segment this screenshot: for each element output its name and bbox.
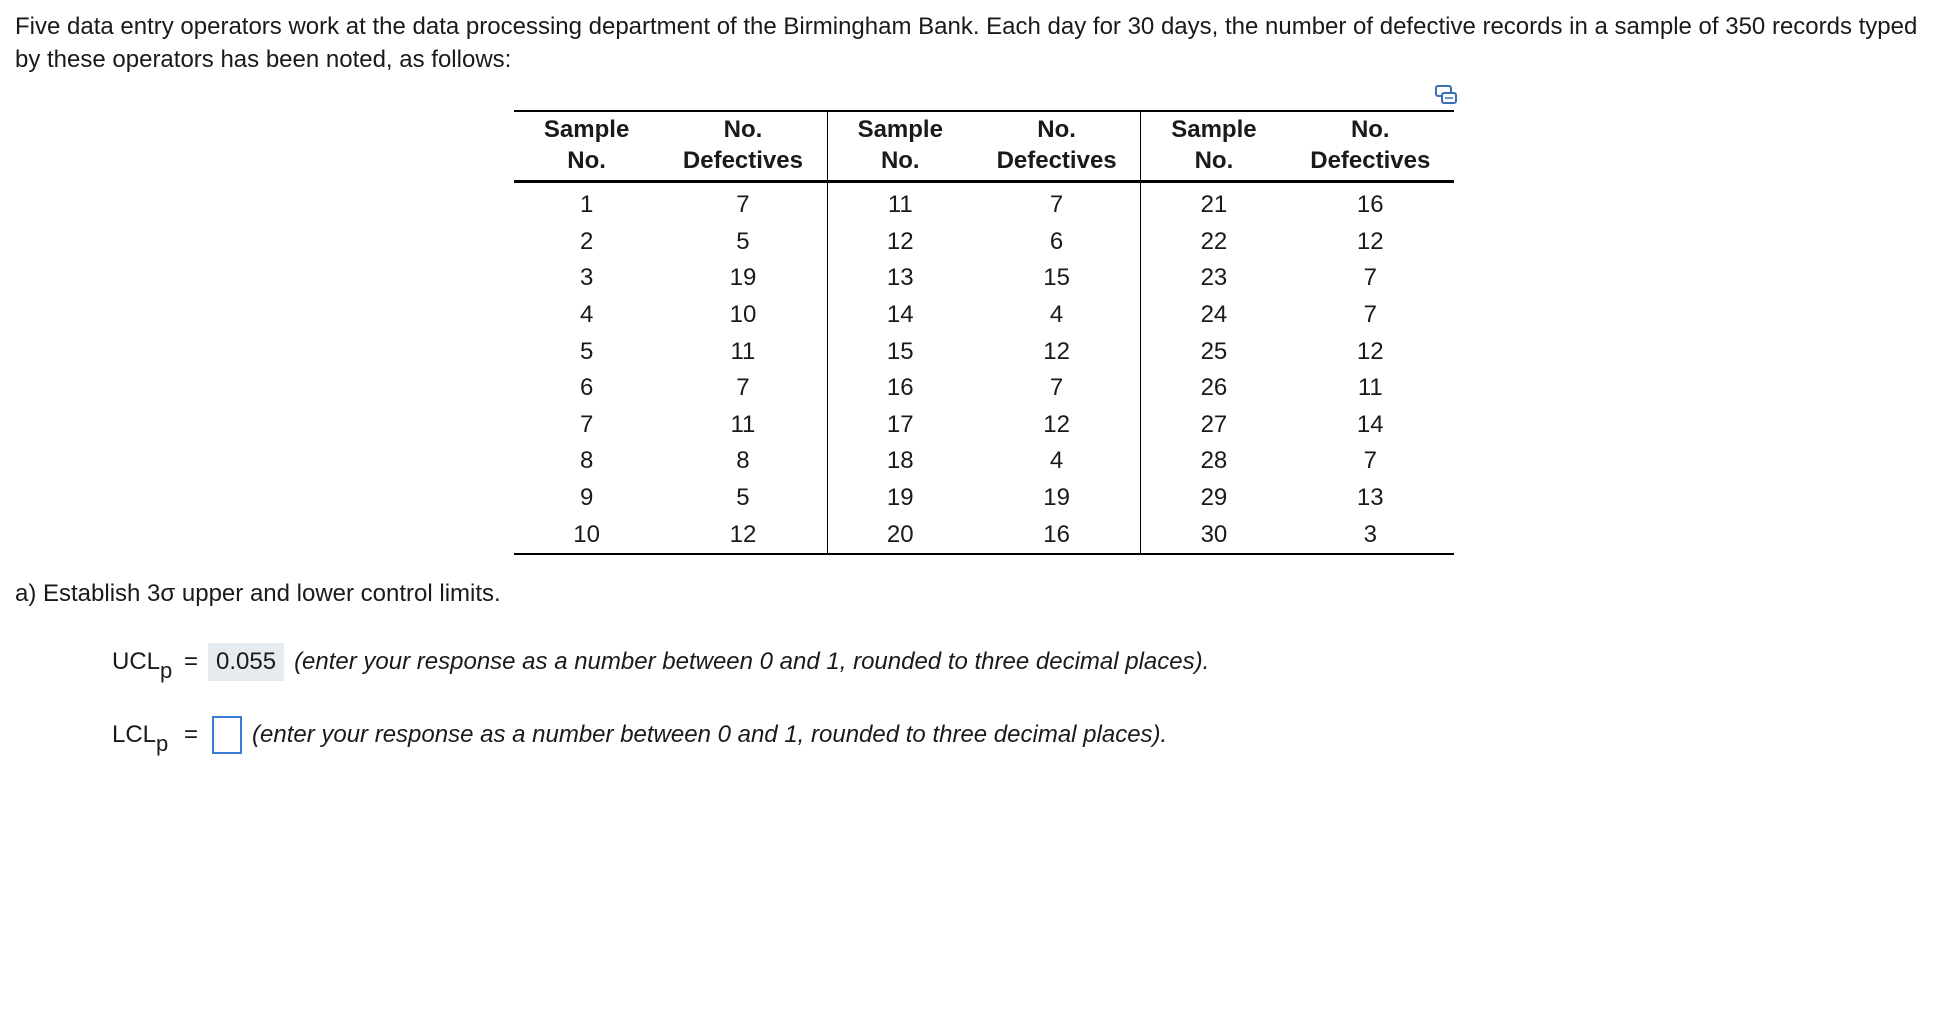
table-cell: 22 (1141, 224, 1287, 261)
table-cell: 7 (1363, 301, 1377, 329)
table-cell: 14 (1356, 410, 1384, 438)
lcl-answer-row (112, 713, 1167, 757)
table-cell: 13 (1356, 484, 1384, 512)
ucl-equals-sign: = (184, 648, 199, 675)
table-cell: 12 (1043, 337, 1070, 365)
table-cell: 18 (827, 443, 973, 480)
table-cell: 24 (1141, 297, 1287, 334)
question-a: a) Establish 3σ upper and lower control limits. (15, 580, 501, 607)
table-cell: 5 (736, 484, 750, 512)
table-cell: 6 (579, 374, 594, 402)
table-cell: 10 (573, 520, 600, 548)
table-cell: 7 (579, 410, 594, 438)
table-cell: 3 (1363, 520, 1377, 548)
header-sample-no: Sample No. (1141, 111, 1287, 182)
header-no-defectives: No. Defectives (996, 116, 1117, 174)
table-cell: 3 (579, 264, 594, 292)
table-row (514, 260, 1454, 297)
table-cell: 26 (1141, 370, 1287, 407)
table-row (514, 370, 1454, 407)
table-cell: 7 (1049, 374, 1064, 402)
table-cell: 21 (1141, 182, 1287, 224)
table-cell: 4 (1049, 447, 1064, 475)
lcl-subscript: p (156, 731, 169, 756)
table-cell: 29 (1141, 480, 1287, 517)
lcl-answer-input[interactable] (212, 716, 242, 754)
table-cell: 1 (579, 191, 594, 219)
ucl-instruction: (enter your response as a number between 0 and 1, rounded to three decimal places). (294, 648, 1210, 675)
table-cell: 7 (736, 374, 750, 402)
table-cell: 19 (827, 480, 973, 517)
table-cell: 23 (1141, 260, 1287, 297)
table-cell: 10 (729, 301, 757, 329)
table-cell: 6 (1049, 227, 1064, 255)
table-cell: 16 (1043, 520, 1070, 548)
table-cell: 12 (1356, 337, 1384, 365)
header-no-defectives: No. Defectives (1310, 116, 1431, 174)
table-cell: 16 (827, 370, 973, 407)
lcl-label: $LCL_p$ (112, 721, 169, 756)
table-cell: 7 (1363, 447, 1377, 475)
table-cell: 5 (736, 227, 750, 255)
table-cell: 12 (1043, 410, 1070, 438)
table-cell: 12 (729, 520, 757, 548)
table-row (514, 224, 1454, 261)
table-cell: 15 (827, 333, 973, 370)
table-cell: 7 (1049, 191, 1064, 219)
ucl-answer-value[interactable]: 0.055 (208, 643, 284, 681)
table-cell: 11 (827, 182, 973, 224)
table-cell: 13 (827, 260, 973, 297)
table-cell: 11 (730, 410, 756, 438)
table-cell: 27 (1141, 407, 1287, 444)
table-row (514, 407, 1454, 444)
table-cell: 11 (1357, 374, 1383, 402)
header-sample-no: Sample No. (543, 116, 630, 174)
table-cell: 8 (736, 447, 750, 475)
table-cell: 17 (827, 407, 973, 444)
table-cell: 9 (579, 484, 594, 512)
table-cell: 7 (1363, 264, 1377, 292)
ucl-label: $UCL_p$ (112, 648, 173, 683)
table-cell: 4 (1049, 301, 1064, 329)
table-cell: 30 (1141, 516, 1287, 554)
header-sample-no: Sample No. (827, 111, 973, 182)
ucl-answer-row (112, 640, 1209, 684)
table-cell: 8 (579, 447, 594, 475)
table-row (514, 443, 1454, 480)
problem-statement: Five data entry operators work at the data processing department of the Birmingham Bank. Each day for 30 days, the number of defective records in a sample of 350 records typed by these operators has been noted, as follows: (15, 13, 1918, 73)
table-cell: 4 (579, 301, 594, 329)
copy-table-icon[interactable] (1434, 84, 1458, 106)
header-no-defectives: No. Defectives (682, 116, 803, 174)
table-cell: 25 (1141, 333, 1287, 370)
table-cell: 19 (729, 264, 757, 292)
table-row (514, 297, 1454, 334)
table-row (514, 333, 1454, 370)
table-cell: 15 (1043, 264, 1070, 292)
table-cell: 7 (736, 191, 750, 219)
table-cell: 12 (827, 224, 973, 261)
table-cell: 14 (827, 297, 973, 334)
table-header-row (514, 111, 1454, 182)
table-row (514, 182, 1454, 224)
defectives-data-table (514, 110, 1454, 555)
ucl-subscript: p (160, 658, 173, 683)
table-row (514, 516, 1454, 554)
table-cell: 11 (730, 337, 756, 365)
table-cell: 2 (579, 227, 594, 255)
table-cell: 28 (1141, 443, 1287, 480)
table-cell: 20 (827, 516, 973, 554)
table-cell: 16 (1356, 191, 1384, 219)
table-cell: 5 (579, 337, 594, 365)
table-cell: 19 (1043, 484, 1070, 512)
lcl-instruction: (enter your response as a number between 0 and 1, rounded to three decimal places). (252, 721, 1168, 748)
lcl-equals-sign: = (184, 721, 199, 748)
table-cell: 12 (1356, 227, 1384, 255)
table-row (514, 480, 1454, 517)
